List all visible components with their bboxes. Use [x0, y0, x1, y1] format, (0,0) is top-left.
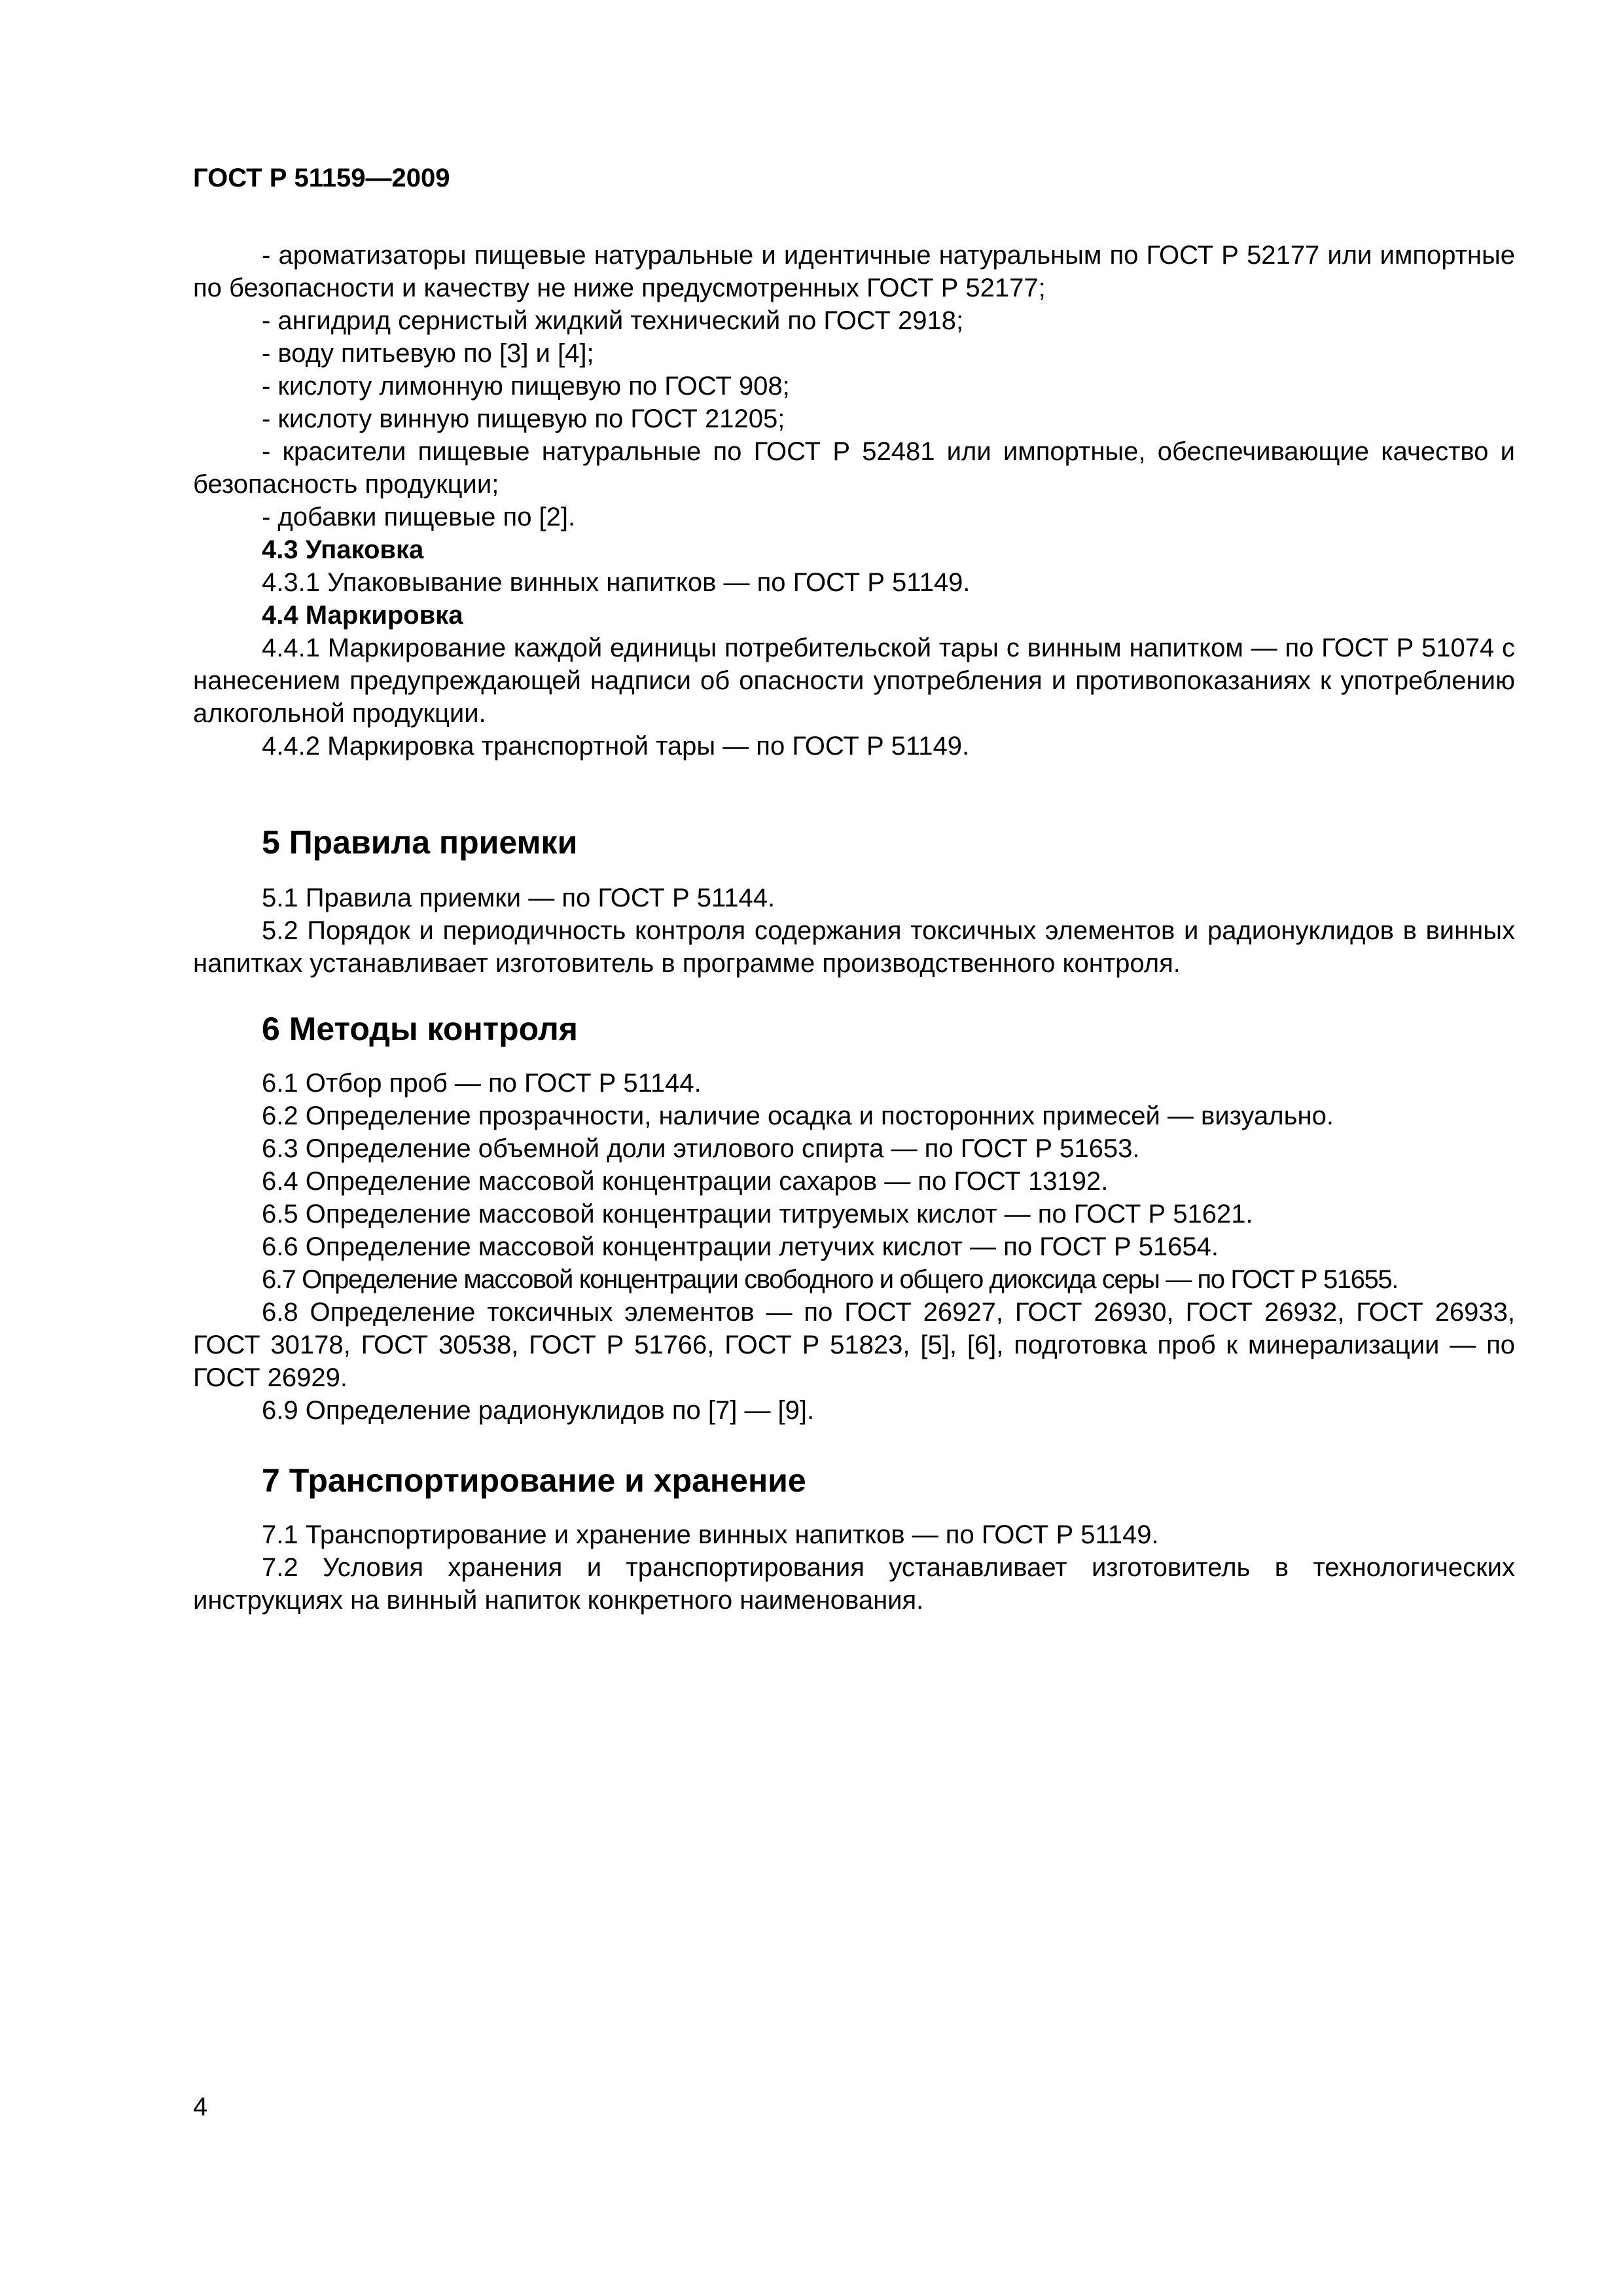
list-item: - воду питьевую по [3] и [4];: [262, 339, 594, 368]
list-item: 6.7 Определение массовой концентрации свободного и общего диоксида серы — по ГОСТ Р 51655.: [262, 1265, 1398, 1294]
list-item: - добавки пищевые по [2].: [262, 503, 576, 531]
subsection-title-4-3: 4.3 Упаковка: [262, 535, 424, 564]
section-5-body: [193, 882, 1515, 980]
section-title-7: 7 Транспортирование и хранение: [262, 1462, 806, 1499]
list-item: 6.3 Определение объемной доли этилового спирта — по ГОСТ Р 51653.: [262, 1134, 1140, 1163]
document-code-header: ГОСТ Р 51159—2009: [193, 164, 450, 192]
paragraph-4-4-1: 4.4.1 Маркирование каждой единицы потребительской тары с винным напитком — по ГОСТ Р 51074 с нанесением предупреждающей надписи об опасности употребления и противопоказаниях к употреблению алкогольной продукции.: [193, 634, 1515, 728]
list-item: - кислоту винную пищевую по ГОСТ 21205;: [262, 404, 785, 433]
subsection-title-4-4: 4.4 Маркировка: [262, 601, 463, 630]
page-number: 4: [193, 2092, 208, 2121]
paragraph-5-2: 5.2 Порядок и периодичность контроля содержания токсичных элементов и радионуклидов в винных напитках устанавливает изготовитель в программе производственного контроля.: [193, 916, 1515, 978]
list-item: 6.6 Определение массовой концентрации летучих кислот — по ГОСТ Р 51654.: [262, 1232, 1219, 1261]
section-title-6: 6 Методы контроля: [262, 1011, 578, 1047]
document-page: [193, 0, 1515, 2296]
list-item: - кислоту лимонную пищевую по ГОСТ 908;: [262, 372, 790, 401]
list-item: 6.4 Определение массовой концентрации сахаров — по ГОСТ 13192.: [262, 1167, 1109, 1196]
list-item: - красители пищевые натуральные по ГОСТ Р 52481 или импортные, обеспечивающие качество и безопасность продукции;: [193, 437, 1515, 499]
list-item: 6.2 Определение прозрачности, наличие осадка и посторонних примесей — визуально.: [262, 1102, 1334, 1130]
list-item: - ангидрид сернистый жидкий технический по ГОСТ 2918;: [262, 306, 964, 335]
list-item: 6.9 Определение радионуклидов по [7] — [9].: [262, 1396, 815, 1425]
paragraph-7-1: 7.1 Транспортирование и хранение винных напитков — по ГОСТ Р 51149.: [262, 1520, 1159, 1549]
section-7-body: [193, 1518, 1515, 1617]
section-4-continuation: [193, 239, 1515, 762]
paragraph-4-4-2: 4.4.2 Маркировка транспортной тары — по ГОСТ Р 51149.: [262, 732, 970, 761]
paragraph-5-1: 5.1 Правила приемки — по ГОСТ Р 51144.: [262, 884, 776, 912]
paragraph-7-2: 7.2 Условия хранения и транспортирования устанавливает изготовитель в технологических инструкциях на винный напиток конкретного наименования.: [193, 1553, 1515, 1615]
list-item: - ароматизаторы пищевые натуральные и идентичные натуральным по ГОСТ Р 52177 или импортные по безопасности и качеству не ниже предусмотренных ГОСТ Р 52177;: [193, 241, 1515, 302]
section-title-5: 5 Правила приемки: [262, 824, 578, 861]
list-item: 6.1 Отбор проб — по ГОСТ Р 51144.: [262, 1069, 702, 1098]
paragraph-4-3-1: 4.3.1 Упаковывание винных напитков — по ГОСТ Р 51149.: [262, 568, 971, 597]
list-item: 6.8 Определение токсичных элементов — по ГОСТ 26927, ГОСТ 26930, ГОСТ 26932, ГОСТ 26933, ГОСТ 30178, ГОСТ 30538, ГОСТ Р 51766, ГОСТ Р 51823, [5], [6], подготовка проб к минерализации — по ГОСТ 26929.: [193, 1298, 1515, 1392]
list-item: 6.5 Определение массовой концентрации титруемых кислот — по ГОСТ Р 51621.: [262, 1200, 1253, 1229]
section-6-body: [193, 1067, 1515, 1427]
